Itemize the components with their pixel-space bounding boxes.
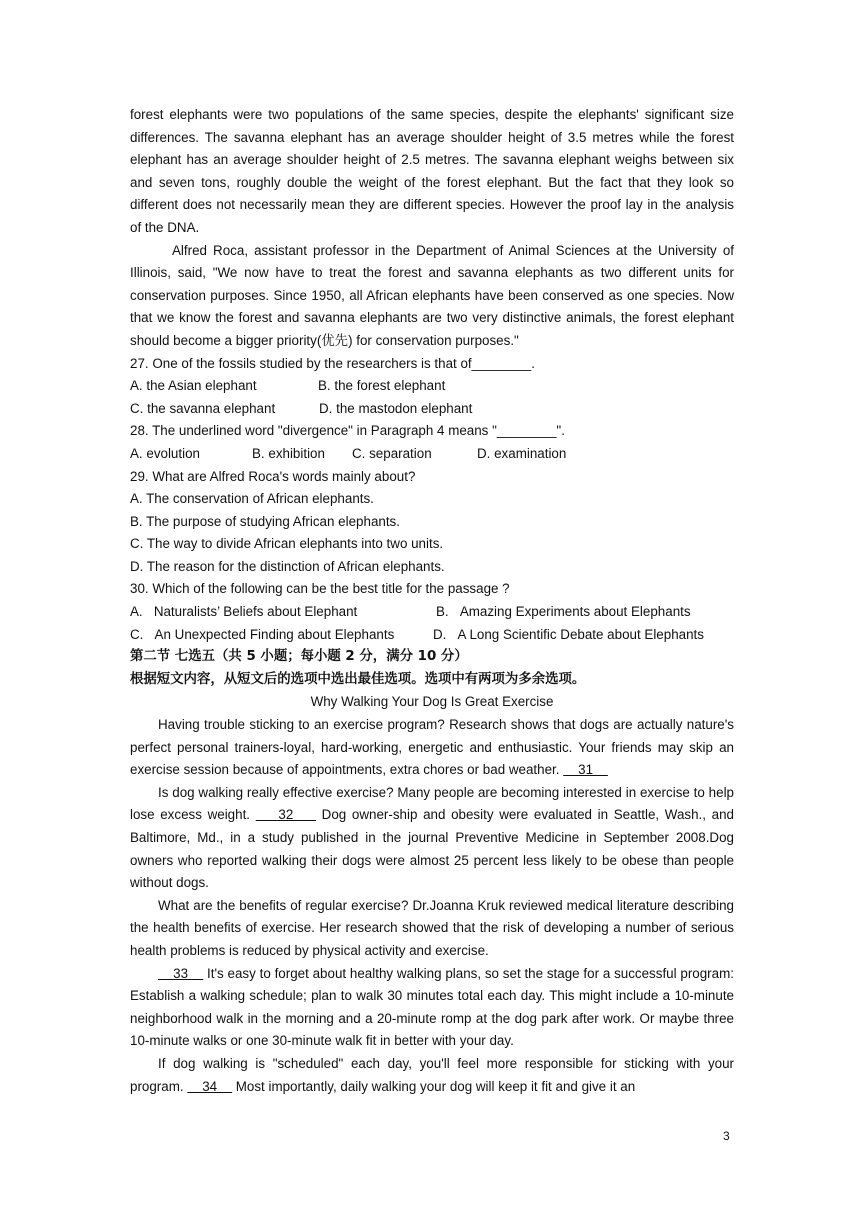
passage-title: Why Walking Your Dog Is Great Exercise xyxy=(310,694,554,710)
document-page xyxy=(130,104,734,1098)
option-d: D. A Long Scientific Debate about Elephants xyxy=(433,626,704,642)
option-a: A. the Asian elephant xyxy=(130,378,257,394)
question-30-options-row1 xyxy=(130,601,734,624)
passage-paragraph xyxy=(130,1053,734,1098)
section-heading: 第二节 七选五（共 5 小题；每小题 2 分，满分 10 分） xyxy=(130,649,468,665)
option-c: C. An Unexpected Finding about Elephants xyxy=(130,626,395,642)
page-number: 3 xyxy=(723,1129,730,1143)
paragraph-text: Is dog walking really effective exercise? Many people are becoming interested in exercise to help lose excess weight. xyxy=(130,784,734,823)
question-27-options-row1 xyxy=(130,375,734,398)
question-30-options-row2 xyxy=(130,624,734,647)
blank-33: 33 xyxy=(158,965,204,981)
question-28-stem: 28. The underlined word "divergence" in Paragraph 4 means "________". xyxy=(130,423,565,439)
passage-paragraph xyxy=(130,714,734,782)
paragraph-text: If dog walking is "scheduled" each day, you'll feel more responsible for sticking with your program. xyxy=(130,1055,734,1094)
question-30-stem: 30. Which of the following can be the best title for the passage ? xyxy=(130,581,510,597)
section-instruction: 根据短文内容，从短文后的选项中选出最佳选项。选项中有两项为多余选项。 xyxy=(130,671,586,687)
blank-31: 31 xyxy=(563,762,608,778)
option-d: D. The reason for the distinction of African elephants. xyxy=(130,558,445,574)
passage-paragraph xyxy=(130,782,734,895)
option-b: B. The purpose of studying African elephants. xyxy=(130,513,400,529)
paragraph-text: Having trouble sticking to an exercise program? Research shows that dogs are actually nature's perfect personal trainers-loyal, hard-working, energetic and enthusiastic. Your friends may skip an exercise session because of appointments, extra chores or bad weather. xyxy=(130,717,734,778)
question-27-options-row2 xyxy=(130,398,734,421)
question-27-stem: 27. One of the fossils studied by the researchers is that of________. xyxy=(130,355,535,371)
option-b: B. Amazing Experiments about Elephants xyxy=(436,604,691,620)
option-b: B. exhibition xyxy=(252,445,325,461)
passage-paragraph: What are the benefits of regular exercise? Dr.Joanna Kruk reviewed medical literature describing the health benefits of exercise. Her research showed that the risk of developing a number of serious health problems is reduced by physical activity and exercise. xyxy=(130,897,734,958)
option-b: B. the forest elephant xyxy=(318,378,446,394)
option-d: D. examination xyxy=(477,445,567,461)
option-d: D. the mastodon elephant xyxy=(319,400,473,416)
option-a: A. evolution xyxy=(130,445,200,461)
paragraph-text: Most importantly, daily walking your dog will keep it fit and give it an xyxy=(235,1078,636,1094)
paragraph-text: It's easy to forget about healthy walking plans, so set the stage for a successful program: Establish a walking schedule; plan to walk 30 minutes total each day. This might include a 10-minute neighborhood walk in the morning and a 20-minute romp at the dog park after work. Or maybe three 10-minute walks or one 30-minute walk fit in better with your day. xyxy=(130,965,734,1049)
option-c: C. The way to divide African elephants into two units. xyxy=(130,536,444,552)
blank-32: 32 xyxy=(255,807,316,823)
passage-paragraph: Alfred Roca, assistant professor in the Department of Animal Sciences at the University of Illinois, said, "We now have to treat the forest and savanna elephants as two different units for conservation purposes. Since 1950, all African elephants have been conserved as one species. Now that we know the forest and savanna elephants are two very distinctive animals, the forest elephant should become a bigger priority(优先) for conservation purposes." xyxy=(130,242,734,348)
question-28-options xyxy=(130,443,734,466)
option-c: C. separation xyxy=(352,445,432,461)
paragraph-text: Dog owner-ship and obesity were evaluated in Seattle, Wash., and Baltimore, Md., in a study published in the journal Preventive Medicine in September 2008.Dog owners who reported walking their dogs were almost 25 percent less likely to be obese than people without dogs. xyxy=(130,807,734,891)
passage-paragraph xyxy=(130,963,734,1053)
blank-34: 34 xyxy=(187,1078,232,1094)
passage-paragraph: forest elephants were two populations of the same species, despite the elephants' significant size differences. The savanna elephant has an average shoulder height of 3.5 metres while the forest elephant has an average shoulder height of 2.5 metres. The savanna elephant weighs between six and seven tons, roughly double the weight of the forest elephant. But the fact that they look so different does not necessarily mean they are different species. However the proof lay in the analysis of the DNA. xyxy=(130,107,734,235)
option-a: A. The conservation of African elephants. xyxy=(130,491,374,507)
option-a: A. Naturalists’ Beliefs about Elephant xyxy=(130,604,358,620)
option-c: C. the savanna elephant xyxy=(130,400,276,416)
question-29-stem: 29. What are Alfred Roca's words mainly about? xyxy=(130,468,416,484)
